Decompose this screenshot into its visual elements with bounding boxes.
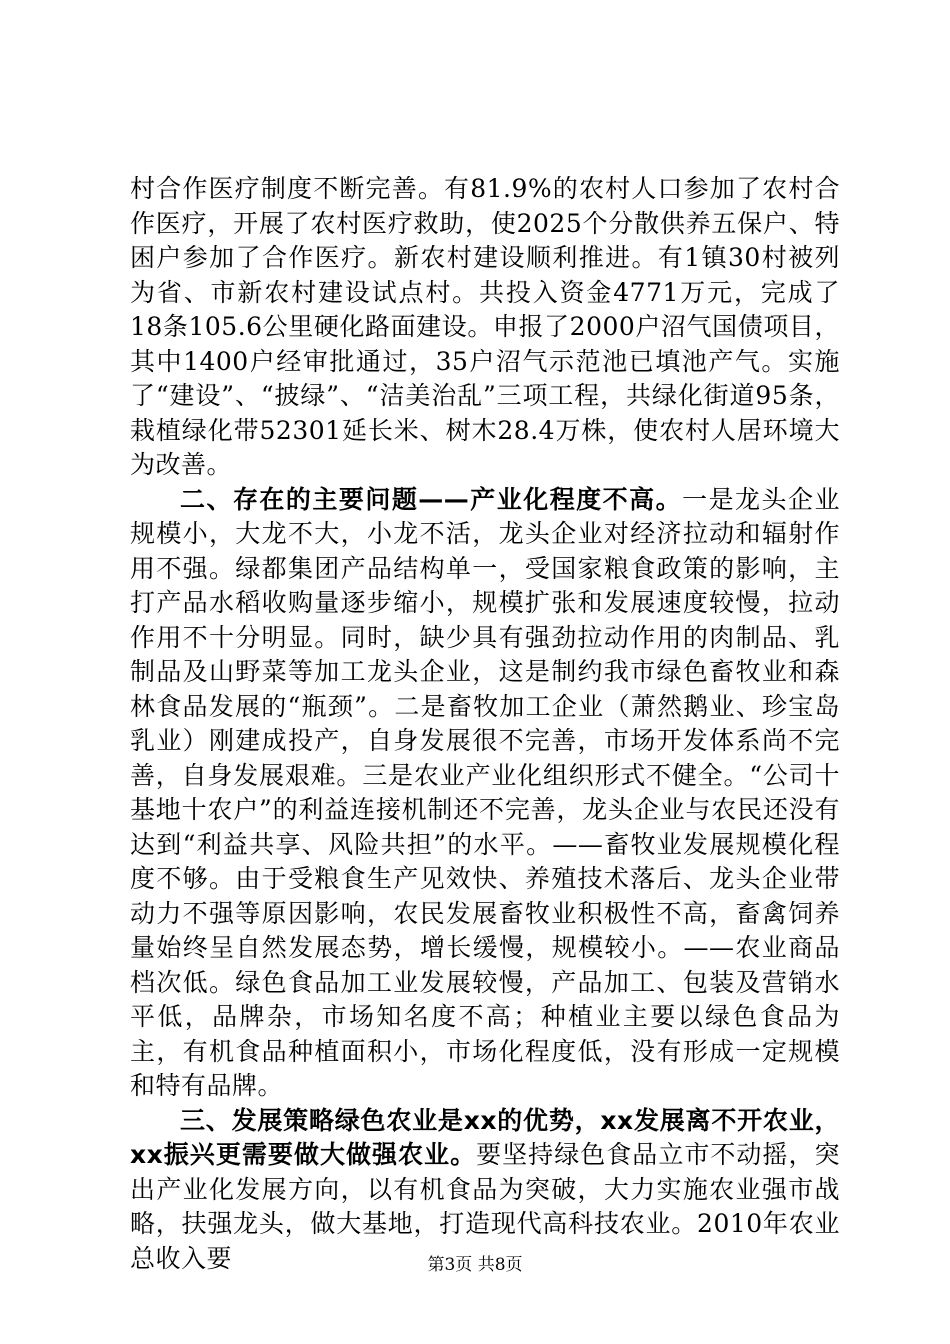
section-heading-3: 三、发展策略绿色农业是xx的优势，xx发展离不开农业，xx振兴更需要做大做强农业。	[130, 1105, 840, 1169]
paragraph-2	[130, 483, 840, 1104]
section-heading-2: 二、存在的主要问题——产业化程度不高。	[180, 484, 683, 514]
page-number-footer: 第3页 共8页	[427, 1255, 523, 1275]
document-body	[130, 172, 840, 1276]
paragraph-3-body: 要坚持绿色食品立市不动摇，突出产业化发展方向，以有机食品为突破，大力实施农业强市战略，扶强龙头，做大基地，打造现代高科技农业。2010年农业总收入要	[130, 1140, 840, 1273]
paragraph-1: 村合作医疗制度不断完善。有81.9%的农村人口参加了农村合作医疗，开展了农村医疗救助，使2025个分散供养五保户、特困户参加了合作医疗。新农村建设顺利推进。有1镇30村被列为省、市新农村建设试点村。共投入资金4771万元，完成了18条105.6公里硬化路面建设。申报了2000户沼气国债项目，其中1400户经审批通过，35户沼气示范池已填池产气。实施了“建设”、“披绿”、“洁美治乱”三项工程，共绿化街道95条，栽植绿化带52301延长米、树木28.4万株，使农村人居环境大为改善。	[130, 174, 840, 479]
paragraph-2-body: 一是龙头企业规模小，大龙不大，小龙不活，龙头企业对经济拉动和辐射作用不强。绿都集团产品结构单一，受国家粮食政策的影响，主打产品水稻收购量逐步缩小，规模扩张和发展速度较慢，拉动作用不十分明显。同时，缺少具有强劲拉动作用的肉制品、乳制品及山野菜等加工龙头企业，这是制约我市绿色畜牧业和森林食品发展的“瓶颈”。二是畜牧加工企业（萧然鹅业、珍宝岛乳业）刚建成投产，自身发展很不完善，市场开发体系尚不完善，自身发展艰难。三是农业产业化组织形式不健全。“公司十基地十农户”的利益连接机制还不完善，龙头企业与农民还没有达到“利益共享、风险共担”的水平。——畜牧业发展规模化程度不够。由于受粮食生产见效快、养殖技术落后、龙头企业带动力不强等原因影响，农民发展畜牧业积极性不高，畜禽饲养量始终呈自然发展态势，增长缓慢，规模较小。——农业商品档次低。绿色食品加工业发展较慢，产品加工、包装及营销水平低，品牌杂，市场知名度不高；种植业主要以绿色食品为主，有机食品种植面积小，市场化程度低，没有形成一定规模和特有品牌。	[130, 484, 840, 1100]
